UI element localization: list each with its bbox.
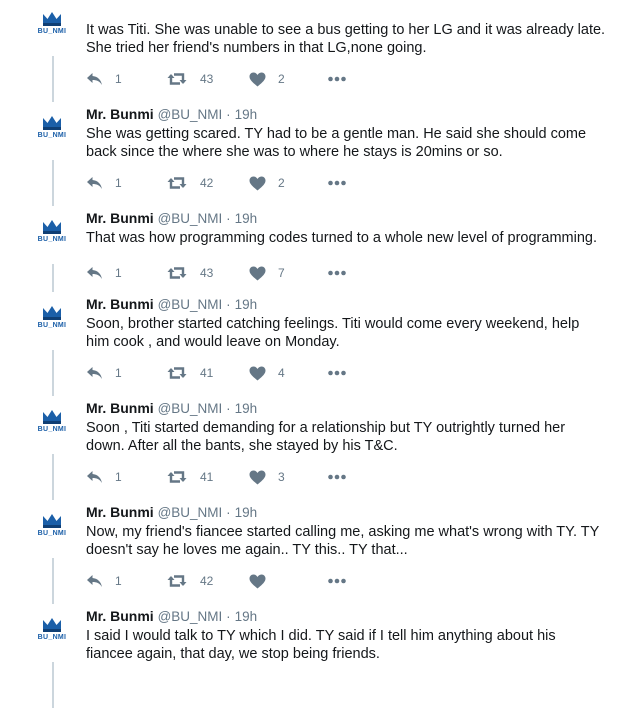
reply-count: 1 [115,72,122,86]
reply-count: 1 [115,176,122,190]
reply-count: 1 [115,470,122,484]
separator-dot: · [226,297,231,312]
author-handle[interactable]: @BU_NMI [157,505,223,520]
like-count: 2 [278,176,285,190]
heart-icon [249,266,266,281]
reply-count: 1 [115,366,122,380]
reply-button[interactable] [86,264,122,282]
tweet-text: It was Titi. She was unable to see a bus getting to her LG and it was already late. She tried her friend's numbers in that LG,none going. [86,22,606,56]
retweet-icon [166,266,188,280]
tweet-header [86,607,257,626]
avatar-label: BU_NMI [37,236,67,243]
avatar-label: BU_NMI [37,530,67,537]
tweet-actions [86,572,366,590]
author-name[interactable]: Mr. Bunmi [86,504,154,520]
thread-line [52,558,54,604]
author-name[interactable]: Mr. Bunmi [86,296,154,312]
like-button[interactable] [249,572,278,590]
reply-icon [86,266,103,280]
avatar-label: BU_NMI [37,322,67,329]
timestamp[interactable]: 19h [234,401,258,416]
separator-dot: · [226,609,231,624]
author-handle[interactable]: @BU_NMI [157,107,223,122]
like-count: 4 [278,366,285,380]
reply-icon [86,176,103,190]
reply-button[interactable] [86,70,122,88]
timestamp[interactable]: 19h [234,297,258,312]
retweet-button[interactable] [166,468,213,486]
tweet-header [86,209,257,228]
retweet-button[interactable] [166,70,213,88]
reply-button[interactable] [86,174,122,192]
heart-icon [249,72,266,87]
tweet-actions [86,264,366,282]
avatar[interactable] [37,218,67,252]
tweet-text: Soon, brother started catching feelings. Titi would come every weekend, help him cook , and would leave on Monday. [86,316,580,350]
tweet-text: Soon , Titi started demanding for a relationship but TY outrightly turned her down. After all the bants, she stayed by his T&C. [86,420,566,454]
avatar-label: BU_NMI [37,132,67,139]
retweet-count: 41 [200,470,214,484]
tweet-header [86,399,257,418]
retweet-count: 43 [200,72,214,86]
retweet-count: 42 [200,574,214,588]
tweet-text: Now, my friend's fiancee started calling me, asking me what's wrong with TY. TY doesn't say he loves me again.. TY this.. TY that... [86,524,600,558]
crown-logo-icon [41,114,63,132]
retweet-button[interactable] [166,264,213,282]
reply-icon [86,470,103,484]
avatar[interactable] [37,304,67,338]
tweet[interactable] [0,108,625,212]
reply-button[interactable] [86,468,122,486]
like-button[interactable] [249,364,285,382]
separator-dot: · [226,107,231,122]
author-handle[interactable]: @BU_NMI [157,211,223,226]
author-handle[interactable]: @BU_NMI [157,401,223,416]
more-icon [328,270,346,276]
avatar[interactable] [37,616,67,650]
like-button[interactable] [249,468,285,486]
crown-logo-icon [41,304,63,322]
more-icon [328,578,346,584]
more-options-button[interactable] [328,70,346,88]
separator-dot: · [226,401,231,416]
reply-button[interactable] [86,364,122,382]
timestamp[interactable]: 19h [234,505,258,520]
retweet-button[interactable] [166,364,213,382]
tweet[interactable] [0,506,625,610]
thread-line [52,264,54,292]
reply-count: 1 [115,574,122,588]
separator-dot: · [226,211,231,226]
thread-line [52,662,54,708]
retweet-count: 43 [200,266,214,280]
more-options-button[interactable] [328,572,346,590]
tweet-header [86,503,257,522]
retweet-icon [166,574,188,588]
tweet-actions [86,364,366,382]
more-icon [328,474,346,480]
heart-icon [249,176,266,191]
retweet-icon [166,470,188,484]
avatar[interactable] [37,408,67,442]
more-options-button[interactable] [328,174,346,192]
reply-button[interactable] [86,572,122,590]
avatar-label: BU_NMI [37,634,67,641]
author-name[interactable]: Mr. Bunmi [86,608,154,624]
author-name[interactable]: Mr. Bunmi [86,106,154,122]
crown-logo-icon [41,512,63,530]
tweet-text: She was getting scared. TY had to be a gentle man. He said she should come back since the where she was to where he stays is 20mins or so. [86,126,587,160]
more-options-button[interactable] [328,264,346,282]
tweet-header [86,105,257,124]
retweet-icon [166,176,188,190]
like-button[interactable] [249,70,285,88]
retweet-icon [166,72,188,86]
like-count: 7 [278,266,285,280]
retweet-button[interactable] [166,572,213,590]
retweet-count: 41 [200,366,214,380]
tweet[interactable] [0,212,625,298]
thread-line [52,454,54,500]
more-icon [328,370,346,376]
tweet-text: That was how programming codes turned to a whole new level of programming. [86,230,597,246]
heart-icon [249,574,266,589]
crown-logo-icon [41,408,63,426]
heart-icon [249,470,266,485]
tweet[interactable] [0,298,625,402]
avatar[interactable] [37,10,67,44]
retweet-button[interactable] [166,174,213,192]
like-count: 2 [278,72,285,86]
like-button[interactable] [249,264,285,282]
tweet-actions [86,70,366,88]
tweet-actions [86,468,366,486]
author-name[interactable]: Mr. Bunmi [86,400,154,416]
more-icon [328,76,346,82]
thread-line [52,160,54,206]
more-icon [328,180,346,186]
reply-icon [86,366,103,380]
timestamp[interactable]: 19h [234,609,258,624]
tweet[interactable] [0,610,625,670]
author-handle[interactable]: @BU_NMI [157,297,223,312]
author-name[interactable]: Mr. Bunmi [86,210,154,226]
reply-count: 1 [115,266,122,280]
timestamp[interactable]: 19h [234,211,258,226]
thread-line [52,56,54,102]
tweet-header [86,295,257,314]
retweet-icon [166,366,188,380]
like-count: 3 [278,470,285,484]
separator-dot: · [226,505,231,520]
heart-icon [249,366,266,381]
avatar-label: BU_NMI [37,426,67,433]
tweet-actions [86,174,366,192]
tweet[interactable] [0,4,625,108]
retweet-count: 42 [200,176,214,190]
timestamp[interactable]: 19h [234,107,258,122]
more-options-button[interactable] [328,364,346,382]
author-handle[interactable]: @BU_NMI [157,609,223,624]
crown-logo-icon [41,218,63,236]
avatar[interactable] [37,114,67,148]
avatar[interactable] [37,512,67,546]
tweet[interactable] [0,402,625,506]
crown-logo-icon [41,10,63,28]
more-options-button[interactable] [328,468,346,486]
reply-icon [86,574,103,588]
tweet-text: I said I would talk to TY which I did. TY said if I tell him anything about his fiancee again, that day, we stop being friends. [86,628,556,662]
like-button[interactable] [249,174,285,192]
crown-logo-icon [41,616,63,634]
thread-line [52,350,54,396]
avatar-label: BU_NMI [37,28,67,35]
reply-icon [86,72,103,86]
